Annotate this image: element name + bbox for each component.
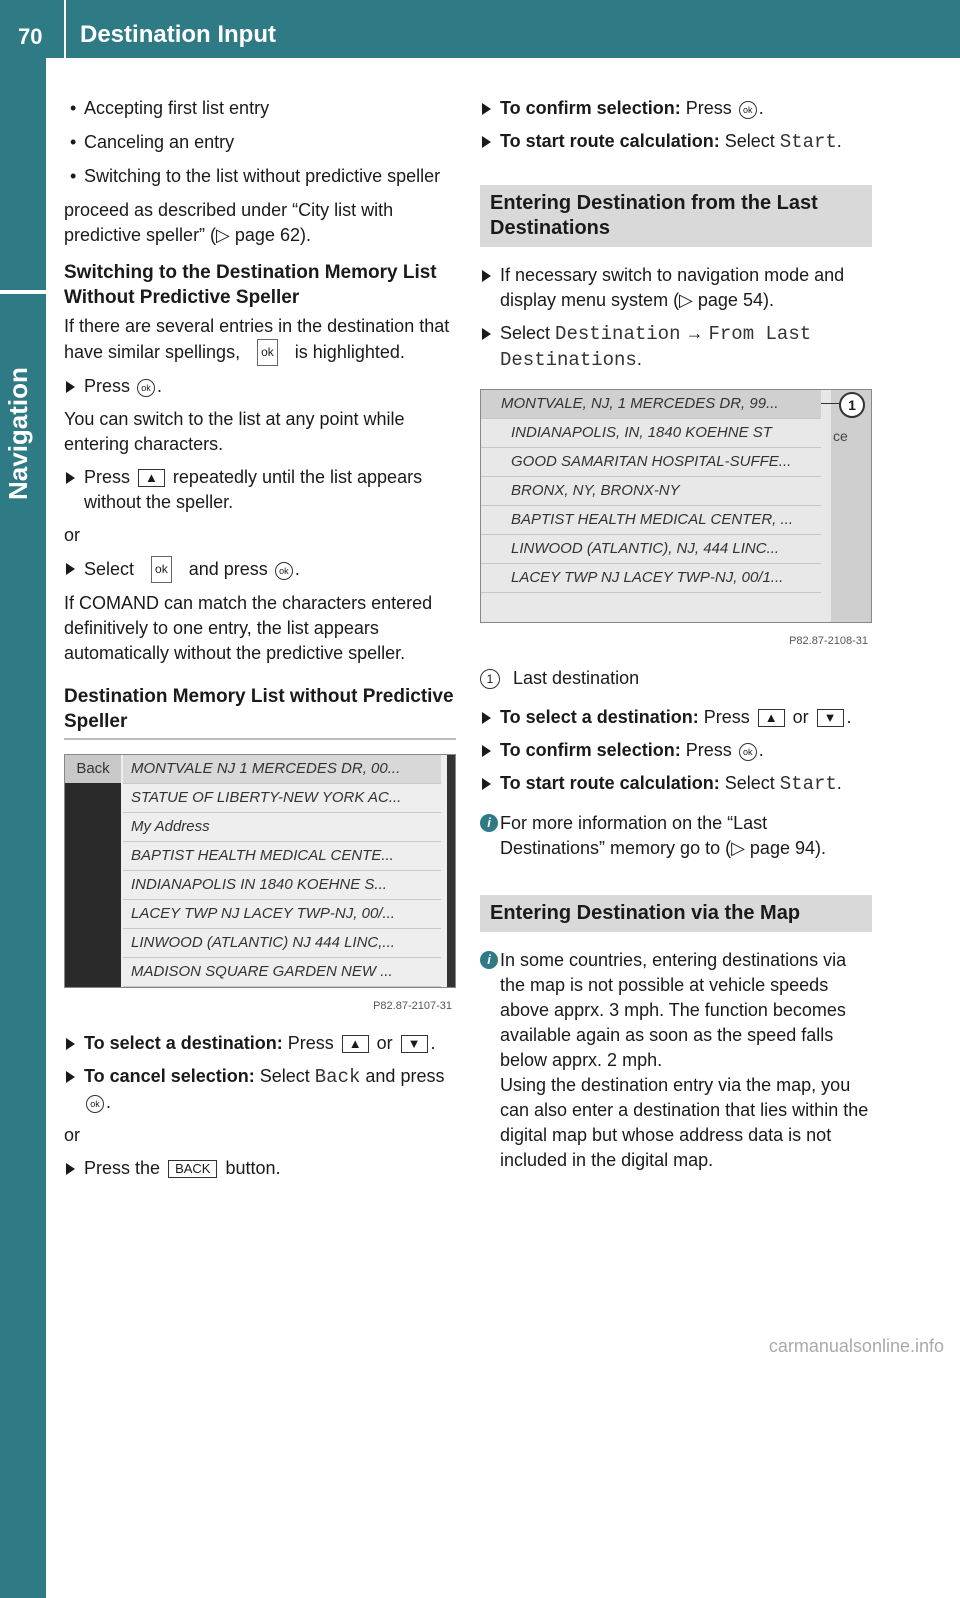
legend-number: 1 (480, 669, 500, 689)
side-label: Navigation (3, 367, 33, 500)
list-item: • Switching to the list without predictive speller (64, 164, 456, 189)
ok-icon: ok (275, 562, 293, 580)
ok-symbol: ok (257, 339, 278, 366)
step-label: To select a destination: (500, 707, 699, 727)
text: repeatedly until the list appears without the speller. (84, 467, 423, 512)
list-item: GOOD SAMARITAN HOSPITAL-SUFFE... (481, 448, 821, 477)
text: Press (84, 467, 131, 487)
screen-left-panel (65, 755, 121, 987)
screen-list (123, 755, 441, 987)
text: or (792, 707, 809, 727)
list-item: MADISON SQUARE GARDEN NEW ... (123, 958, 441, 987)
list-item: INDIANAPOLIS, IN, 1840 KOEHNE ST (481, 419, 821, 448)
paragraph: You can switch to the list at any point while entering characters. (64, 409, 405, 454)
subheading: Destination Memory List without Predictive Speller (64, 684, 456, 740)
screenshot-last-destinations (480, 389, 872, 623)
text: is highlighted. (294, 342, 405, 362)
paragraph: proceed as described under “City list with predictive speller” (▷ page 62). (64, 200, 394, 245)
info-note (480, 811, 872, 861)
page-title: Destination Input (80, 21, 276, 48)
ok-symbol: ok (151, 556, 172, 583)
paragraph (64, 314, 456, 366)
step-label: To select a destination: (84, 1033, 283, 1053)
step (64, 465, 456, 515)
step: To start route calculation: Select Start. (480, 129, 872, 155)
list-item: MONTVALE NJ 1 MERCEDES DR, 00... (123, 755, 441, 784)
legend-text: Last destination (513, 668, 640, 688)
screenshot-memory-list (64, 754, 456, 988)
text: If there are several entries in the destination that have similar spellings, (64, 316, 450, 362)
list-item: INDIANAPOLIS IN 1840 KOEHNE S... (123, 871, 441, 900)
ok-icon: ok (86, 1095, 104, 1113)
step-label: To confirm selection: (500, 740, 681, 760)
or-text: or (64, 525, 81, 545)
step: Press ok . (64, 374, 456, 399)
list-item: LACEY TWP NJ LACEY TWP-NJ, 00/... (123, 900, 441, 929)
up-arrow-key-icon: ▲ (342, 1035, 369, 1053)
paragraph: If COMAND can match the characters entered definitively to one entry, the list appears automatically without the predictive speller. (64, 593, 433, 663)
text: Press the (84, 1158, 161, 1178)
up-arrow-key-icon: ▲ (138, 469, 165, 487)
step-label: To start route calculation: (500, 773, 720, 793)
menu-term: Back (314, 1066, 361, 1088)
step: If necessary switch to navigation mode and display menu system (▷ page 54). (480, 263, 872, 313)
list-item: • Canceling an entry (64, 130, 456, 155)
menu-term: Start (779, 773, 837, 795)
step: To confirm selection: Press ok . (480, 738, 872, 763)
step: To confirm selection: Press ok . (480, 96, 872, 121)
info-text: In some countries, entering destinations via the map is not possible at vehicle speeds above apprx. 3 mph. The function becomes available again as soon as the speed falls below apprx. 2 mph. (500, 950, 847, 1070)
info-icon: i (480, 951, 498, 969)
list-item: • Accepting first list entry (64, 96, 456, 121)
back-key-icon: BACK (168, 1160, 217, 1178)
screen-back-button: Back (65, 755, 121, 783)
menu-term: From Last Destinations (500, 323, 812, 371)
arrow-icon: → (685, 323, 704, 343)
step: To cancel selection: Select Back and press ok . (64, 1064, 456, 1115)
left-column (64, 96, 456, 1189)
step: To select a destination: Press ▲ or ▼ . (480, 705, 872, 730)
list-item: MONTVALE, NJ, 1 MERCEDES DR, 99... (481, 390, 821, 419)
figure-caption: P82.87-2107-31 (373, 1000, 452, 1012)
text: Press (685, 98, 732, 118)
text: Select (724, 773, 775, 793)
step-label: To confirm selection: (500, 98, 681, 118)
callout-line (821, 403, 841, 404)
step: Select Destination → From Last Destinations. (480, 321, 872, 373)
screen-list (481, 390, 821, 593)
text: Press (84, 376, 131, 396)
list-item: LINWOOD (ATLANTIC), NJ, 444 LINC... (481, 535, 821, 564)
step-label: To cancel selection: (84, 1066, 255, 1086)
up-arrow-key-icon: ▲ (758, 709, 785, 727)
side-tab (0, 58, 46, 290)
header-divider (64, 0, 66, 58)
list-item: BAPTIST HEALTH MEDICAL CENTER, ... (481, 506, 821, 535)
step (64, 1156, 456, 1181)
text: press (400, 1066, 445, 1086)
step: To start route calculation: Select Start. (480, 771, 872, 797)
info-note (480, 948, 872, 1173)
section-heading: Entering Destination via the Map (480, 895, 872, 932)
or-text: or (64, 1125, 81, 1145)
subheading: Switching to the Destination Memory List Without Predictive Speller (64, 262, 437, 308)
text: and (365, 1066, 396, 1086)
step: Select ok and press ok . (64, 556, 456, 583)
figure-caption: P82.87-2108-31 (789, 635, 868, 647)
page-number: 70 (18, 24, 43, 49)
text: Select (84, 559, 135, 579)
list-item: STATUE OF LIBERTY-NEW YORK AC... (123, 784, 441, 813)
screen-scrollbar (447, 755, 455, 987)
step: To select a destination: Press ▲ or ▼ . (64, 1031, 456, 1056)
right-column (480, 96, 872, 1181)
text: Select (500, 323, 551, 343)
text: Press (685, 740, 732, 760)
text: or (376, 1033, 393, 1053)
menu-term: Start (779, 131, 837, 153)
screen-side-panel (831, 390, 871, 622)
text: and press (188, 559, 268, 579)
text: Press (287, 1033, 334, 1053)
text: Select (259, 1066, 310, 1086)
list-item: BRONX, NY, BRONX-NY (481, 477, 821, 506)
down-arrow-key-icon: ▼ (401, 1035, 428, 1053)
list-item: LACEY TWP NJ LACEY TWP-NJ, 00/1... (481, 564, 821, 593)
down-arrow-key-icon: ▼ (817, 709, 844, 727)
info-text: For more information on the “Last Destinations” memory go to (▷ page 94). (500, 813, 826, 858)
section-heading: Entering Destination from the Last Destinations (480, 185, 872, 247)
step-label: To start route calculation: (500, 131, 720, 151)
info-icon: i (480, 814, 498, 832)
side-text: ce (833, 428, 848, 444)
text: Select (724, 131, 775, 151)
text: Press (703, 707, 750, 727)
list-item: My Address (123, 813, 441, 842)
legend (480, 666, 872, 691)
ok-icon: ok (739, 101, 757, 119)
ok-icon: ok (137, 379, 155, 397)
list-item: LINWOOD (ATLANTIC) NJ 444 LINC,... (123, 929, 441, 958)
list-item: BAPTIST HEALTH MEDICAL CENTE... (123, 842, 441, 871)
menu-term: Destination (555, 323, 681, 345)
ok-icon: ok (739, 743, 757, 761)
text: button. (225, 1158, 281, 1178)
footer-watermark: carmanualsonline.info (768, 1336, 944, 1356)
callout-marker: 1 (839, 392, 865, 418)
sidebar-gap (0, 290, 46, 294)
info-text: Using the destination entry via the map, you can also enter a destination that lies within the digital map but whose address data is not included in the digital map. (500, 1075, 869, 1170)
